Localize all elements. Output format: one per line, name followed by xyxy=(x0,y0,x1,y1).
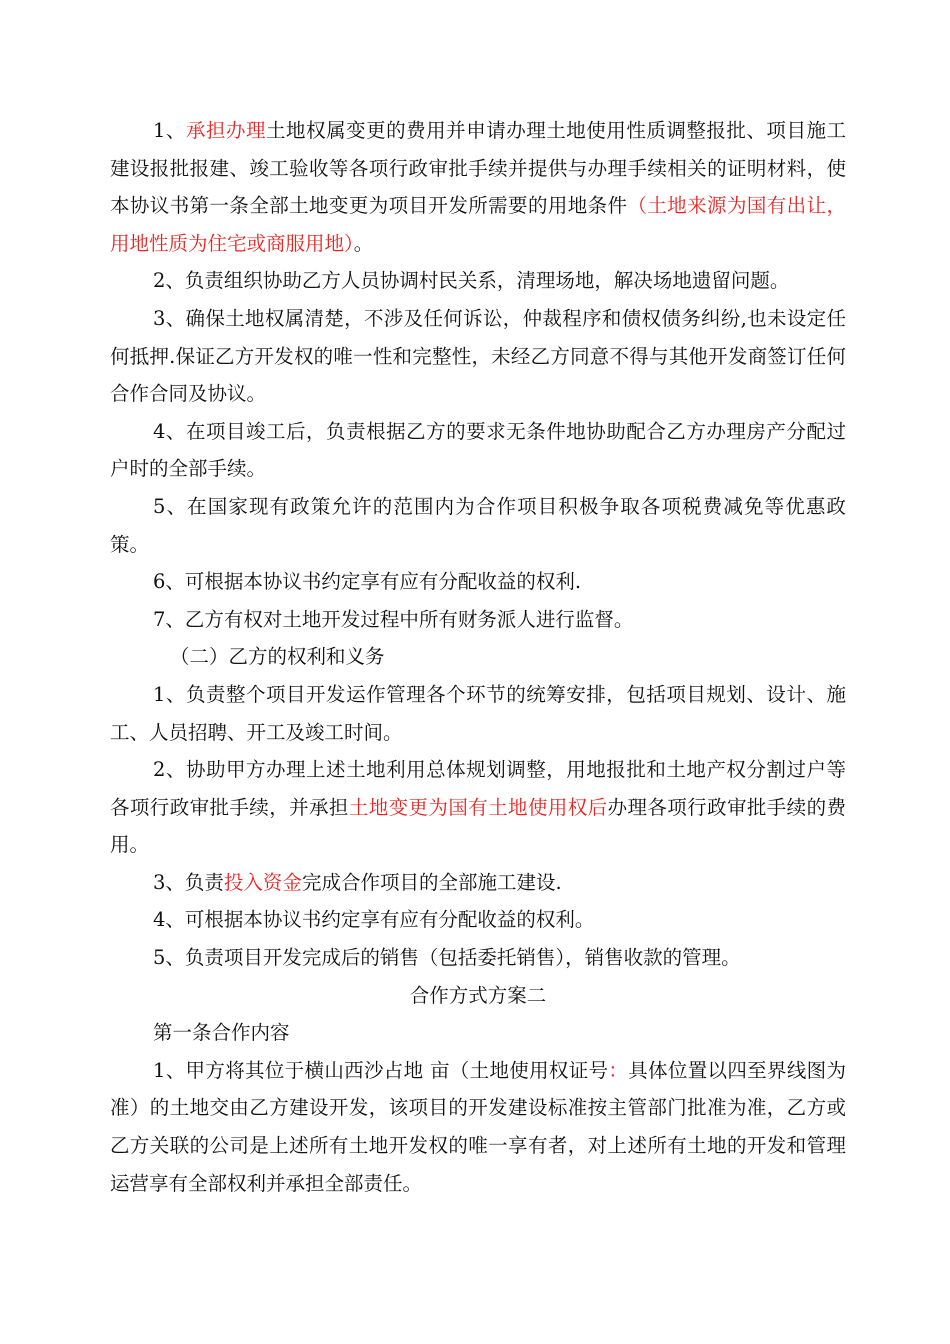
paragraph-a5: 5、在国家现有政策允许的范围内为合作项目积极争取各项税费减免等优惠政策。 xyxy=(110,494,846,556)
highlight-text: ： xyxy=(608,1058,629,1082)
highlight-text: 投入资金 xyxy=(223,870,302,894)
text: 具体位置以四至界线图为准）的土地交由乙方建设开发，该项目的开发建设标准按主管部门批准为准，乙方或乙方关联的公司是上述所有土地开发权的唯一享有者，对上述所有土地的开发和管理运营享有全部权利并承担全部责任。 xyxy=(110,1058,846,1195)
paragraph-a2: 2、负责组织协助乙方人员协调村民关系，清理场地，解决场地遗留问题。 xyxy=(153,269,790,293)
document-page xyxy=(110,112,846,1202)
article-heading: 第一条合作内容 xyxy=(153,1021,290,1045)
section-heading: （二）乙方的权利和义务 xyxy=(170,645,385,669)
paragraph-a1 xyxy=(110,112,846,262)
paragraph-c1 xyxy=(110,1052,846,1202)
highlight-text: 土地变更为国有土地使用权后 xyxy=(348,795,608,819)
text: 完成合作项目的全部施工建设. xyxy=(301,870,562,894)
highlight-text: （土地来源为国有出让，用地性质为住宅或商服用地） xyxy=(110,194,846,255)
text: 1、甲方将其位于横山西沙占地 亩（土地使用权证号 xyxy=(153,1058,609,1082)
heading-scheme-two: 合作方式方案二 xyxy=(409,983,547,1007)
paragraph-b5: 5、负责项目开发完成后的销售（包括委托销售），销售收款的管理。 xyxy=(153,946,741,970)
paragraph-a6: 6、可根据本协议书约定享有应有分配收益的权利. xyxy=(153,570,582,594)
text: 办理各项行政审批手续的费用。 xyxy=(110,795,846,857)
paragraph-a7: 7、乙方有权对土地开发过程中所有财务派人进行监督。 xyxy=(153,607,634,631)
text: 。 xyxy=(353,231,374,255)
text: 2、协助甲方办理上述土地利用总体规划调整，用地报批和土地产权分割过户等各项行政审批手续，并承担 xyxy=(110,758,846,819)
paragraph-b2 xyxy=(110,751,846,864)
text: 1、 xyxy=(153,119,186,142)
text: 3、负责 xyxy=(153,870,224,894)
paragraph-b4: 4、可根据本协议书约定享有应有分配收益的权利。 xyxy=(153,908,595,932)
paragraph-b1: 1、负责整个项目开发运作管理各个环节的统筹安排，包括项目规划、设计、施工、人员招聘、开工及竣工时间。 xyxy=(110,682,846,744)
text: 土地权属变更的费用并申请办理土地使用性质调整报批、项目施工建设报批报建、竣工验收等各项行政审批手续并提供与办理手续相关的证明材料，使本协议书第一条全部土地变更为项目开发所需要的用地条件 xyxy=(110,119,846,218)
paragraph-b3 xyxy=(110,864,846,902)
paragraph-a4: 4、在项目竣工后，负责根据乙方的要求无条件地协助配合乙方办理房产分配过户时的全部手续。 xyxy=(110,419,846,481)
highlight-text: 承担办理 xyxy=(185,119,267,142)
paragraph-a3: 3、确保土地权属清楚，不涉及任何诉讼，仲裁程序和债权债务纠纷,也未设定任何抵押.保证乙方开发权的唯一性和完整性，未经乙方同意不得与其他开发商签订任何合作合同及协议。 xyxy=(110,306,846,406)
